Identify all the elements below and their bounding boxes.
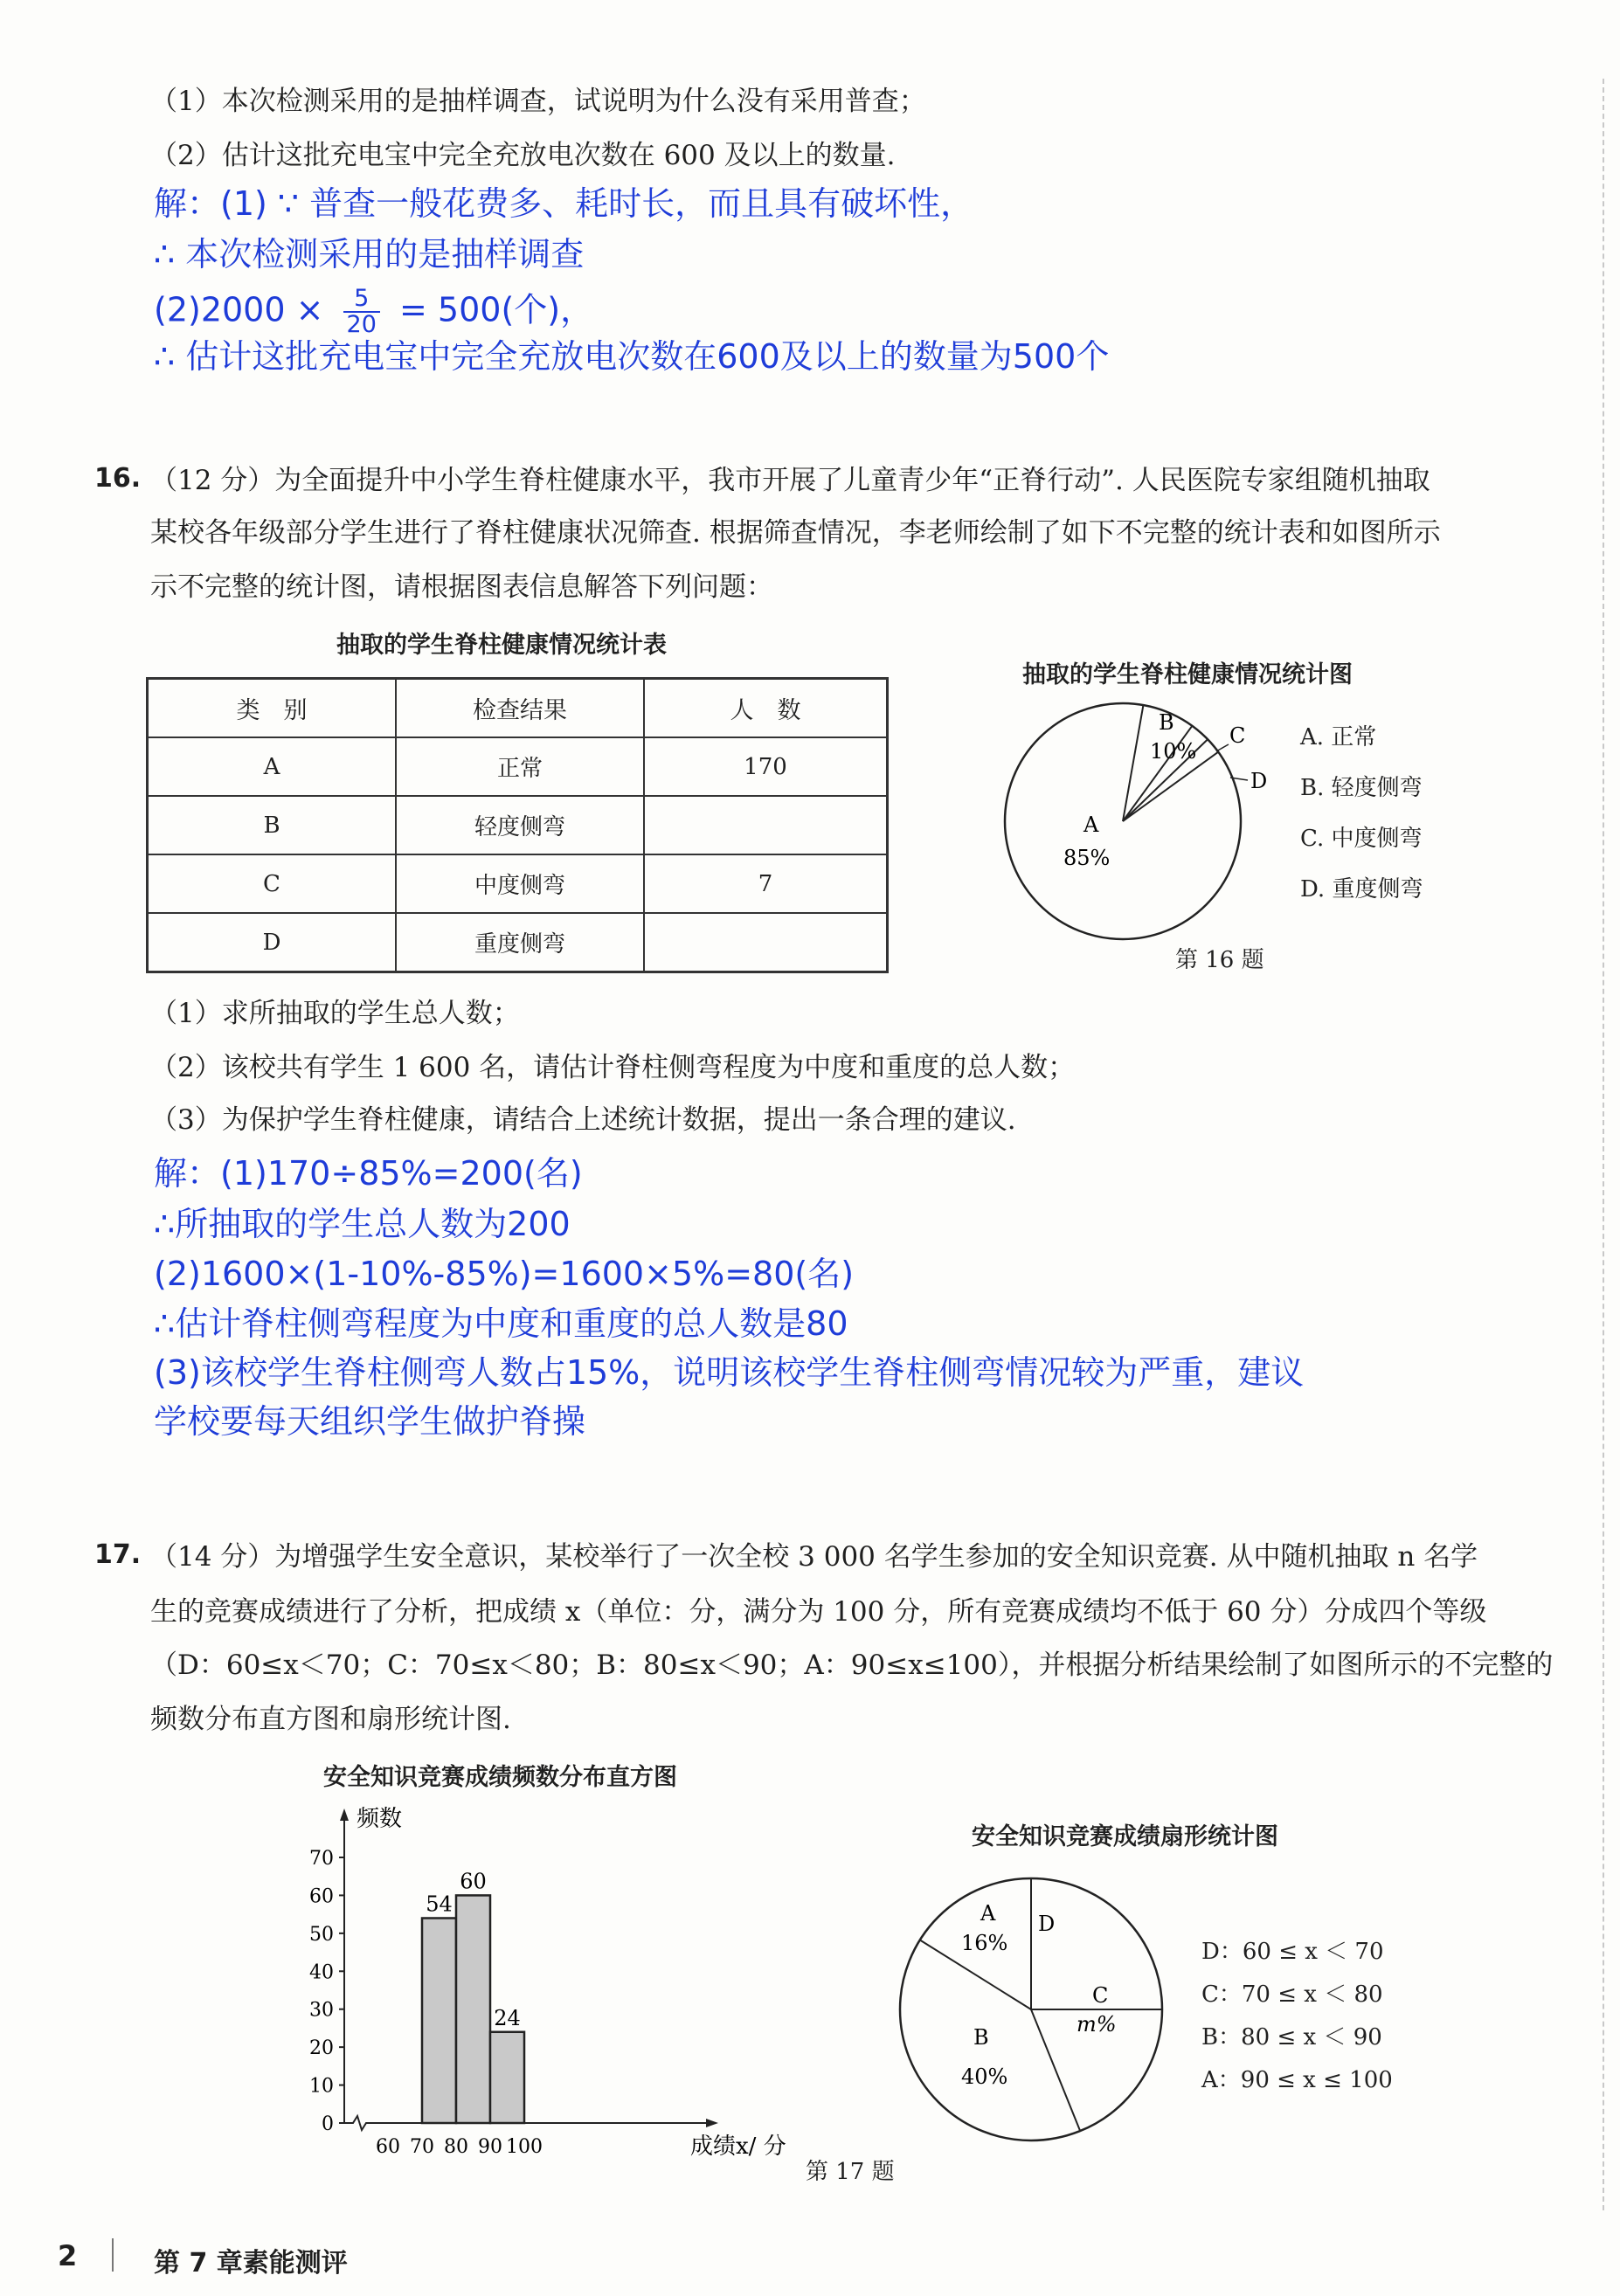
legend-item: A：90 ≤ x ≤ 100 [1201, 2067, 1393, 2093]
q17-figure-caption: 第 17 题 [806, 2159, 895, 2185]
q16-statement-line3: 示不完整的统计图，请根据图表信息解答下列问题： [150, 571, 773, 603]
q16-part1: （1）求所抽取的学生总人数； [150, 998, 520, 1029]
q15-answer-line3-post: = 500(个)， [399, 290, 594, 329]
footer-chapter: 第 7 章素能测评 [154, 2248, 348, 2279]
table-cell: 重度侧弯 [396, 913, 644, 972]
y-axis-label: 频数 [357, 1806, 403, 1832]
pie-label-a: A [980, 1901, 996, 1926]
q16-pie-chart [996, 699, 1276, 961]
pie-pct-b: 10% [1150, 739, 1197, 764]
y-tick-label: 40 [309, 1961, 334, 1984]
table-row [148, 737, 888, 796]
table-header-cell: 类 别 [148, 679, 397, 738]
pie-label-b: B [973, 2025, 989, 2050]
x-tick-label: 80 [444, 2136, 468, 2158]
legend-item: B. 轻度侧弯 [1300, 775, 1423, 801]
y-tick-label: 20 [309, 2037, 334, 2060]
table-cell: D [148, 913, 397, 972]
table-row [148, 796, 888, 854]
q16-answer-line1: 解：(1)170÷85%=200(名) [154, 1154, 583, 1193]
footer-divider [112, 2238, 114, 2272]
table-header-cell: 人 数 [644, 679, 888, 738]
histogram-bar [490, 2032, 524, 2123]
q15-answer-line4: ∴ 估计这批充电宝中完全充放电次数在600及以上的数量为500个 [154, 337, 1110, 376]
table-cell: 轻度侧弯 [396, 796, 644, 854]
x-axis-label: 成绩x/ 分 [690, 2133, 786, 2158]
histogram-bar [456, 1895, 490, 2123]
histogram-bars [422, 1869, 524, 2123]
legend-item: C. 中度侧弯 [1300, 826, 1423, 852]
pie-label-c: C [1092, 1983, 1109, 2008]
q16-part3: （3）为保护学生脊柱健康，请结合上述统计数据，提出一条合理的建议. [150, 1104, 1016, 1136]
pie-label-d: D [1038, 1912, 1056, 1936]
x-tick-label: 60 [376, 2136, 400, 2158]
q15-answer-line3-pre: (2)2000 × [154, 290, 324, 329]
margin-dashed-line [1603, 79, 1604, 2210]
q17-hist-title: 安全知识竞赛成绩频数分布直方图 [323, 1764, 677, 1791]
table-cell: 正常 [396, 737, 644, 796]
q15-fraction [343, 287, 380, 337]
table-cell: C [148, 854, 397, 913]
q16-part2: （2）该校共有学生 1 600 名，请估计脊柱侧弯程度为中度和重度的总人数； [150, 1052, 1076, 1083]
legend-item: D. 重度侧弯 [1300, 876, 1423, 902]
q16-pie-legend [1300, 712, 1423, 915]
page-number: 2 [58, 2239, 78, 2272]
q17-statement-line3: （D：60≤x＜70；C：70≤x＜80；B：80≤x＜90；A：90≤x≤100），并根据分析结果绘制了如图所示的不完整的 [150, 1649, 1554, 1681]
pie-pct-c: m% [1077, 2012, 1117, 2037]
y-tick-label: 50 [309, 1923, 334, 1946]
pie-pct-b: 40% [961, 2064, 1008, 2089]
legend-item: A. 正常 [1300, 724, 1377, 750]
x-axis-broken [344, 2116, 708, 2130]
table-cell [644, 796, 888, 854]
q16-answer-line2: ∴所抽取的学生总人数为200 [154, 1205, 571, 1243]
q16-figure-caption: 第 16 题 [1175, 947, 1264, 973]
q15-fraction-denominator: 20 [346, 311, 377, 338]
legend-item: D：60 ≤ x ＜ 70 [1201, 1939, 1384, 1965]
q16-answer-line6: 学校要每天组织学生做护脊操 [154, 1402, 586, 1441]
q15-fraction-numerator: 5 [343, 287, 380, 313]
y-tick-label: 0 [322, 2113, 334, 2135]
table-cell: B [148, 796, 397, 854]
q15-part1: （1）本次检测采用的是抽样调查，试说明为什么没有采用普查； [150, 86, 926, 117]
bar-value-label: 24 [494, 2005, 521, 2030]
q15-answer-line2: ∴ 本次检测采用的是抽样调查 [154, 235, 585, 273]
y-tick-label: 30 [309, 1999, 334, 2022]
table-cell: A [148, 737, 397, 796]
q17-pie-chart [891, 1870, 1180, 2149]
x-tick-label: 70 [410, 2136, 434, 2158]
q16-number: 16. [94, 463, 142, 494]
q17-statement-line2: 生的竞赛成绩进行了分析，把成绩 x（单位：分，满分为 100 分，所有竞赛成绩均不低于 60 分）分成四个等级 [150, 1596, 1487, 1628]
pie-label-c: C [1229, 723, 1246, 748]
leader-line-c [1216, 744, 1229, 751]
table-cell: 中度侧弯 [396, 854, 644, 913]
table-row [148, 913, 888, 972]
pie-label-a: A [1083, 813, 1099, 837]
q17-statement-line1: （14 分）为增强学生安全意识，某校举行了一次全校 3 000 名学生参加的安全知识竞赛. 从中随机抽取 n 名学 [150, 1541, 1478, 1573]
pie-radius [1031, 2009, 1080, 2131]
bar-value-label: 60 [460, 1869, 487, 1894]
q16-answer-line4: ∴估计脊柱侧弯程度为中度和重度的总人数是80 [154, 1304, 848, 1343]
q16-statement-line2: 某校各年级部分学生进行了脊柱健康状况筛查. 根据筛查情况，李老师绘制了如下不完整的统计表和如图所示 [150, 517, 1441, 549]
y-tick-label: 10 [309, 2075, 334, 2098]
q16-statement-line1: （12 分）为全面提升中小学生脊柱健康水平，我市开展了儿童青少年“正脊行动”. 人民医院专家组随机抽取 [150, 465, 1430, 496]
q16-answer-line3: (2)1600×(1-10%-85%)=1600×5%=80(名) [154, 1255, 855, 1293]
q15-part2: （2）估计这批充电宝中完全充放电次数在 600 及以上的数量. [150, 140, 896, 171]
pie-label-d: D [1250, 769, 1268, 793]
q17-pie-legend [1201, 1931, 1393, 2102]
y-tick-label: 60 [309, 1885, 334, 1908]
q16-stat-table [146, 677, 889, 973]
y-tick-label: 70 [309, 1848, 334, 1870]
q15-answer-line1: 解：(1) ∵ 普查一般花费多、耗时长，而且具有破坏性， [154, 184, 974, 223]
pie-pct-a: 16% [961, 1931, 1008, 1955]
q17-histogram [288, 1791, 848, 2158]
q17-number: 17. [94, 1539, 142, 1570]
q15-answer-line3 [154, 287, 593, 337]
x-tick-label: 90 [478, 2136, 502, 2158]
q17-statement-line4: 频数分布直方图和扇形统计图. [150, 1704, 511, 1735]
q16-answer-line5: (3)该校学生脊柱侧弯人数占15%，说明该校学生脊柱侧弯情况较为严重，建议 [154, 1353, 1305, 1392]
q17-pie-title: 安全知识竞赛成绩扇形统计图 [972, 1823, 1278, 1850]
pie-pct-a: 85% [1063, 846, 1111, 870]
q16-pie-title: 抽取的学生脊柱健康情况统计图 [1022, 661, 1353, 688]
table-cell: 170 [644, 737, 888, 796]
x-tick-label: 100 [506, 2136, 543, 2158]
histogram-bar [422, 1918, 456, 2123]
table-cell: 7 [644, 854, 888, 913]
pie-label-b: B [1159, 710, 1174, 735]
q16-table-title: 抽取的学生脊柱健康情况统计表 [336, 632, 667, 659]
table-cell [644, 913, 888, 972]
legend-item: B：80 ≤ x ＜ 90 [1201, 2024, 1382, 2050]
table-header-row [148, 679, 888, 738]
x-axis-arrow [706, 2119, 718, 2127]
bar-value-label: 54 [426, 1891, 453, 1917]
legend-item: C：70 ≤ x ＜ 80 [1201, 1981, 1383, 2008]
table-row [148, 854, 888, 913]
table-header-cell: 检查结果 [396, 679, 644, 738]
